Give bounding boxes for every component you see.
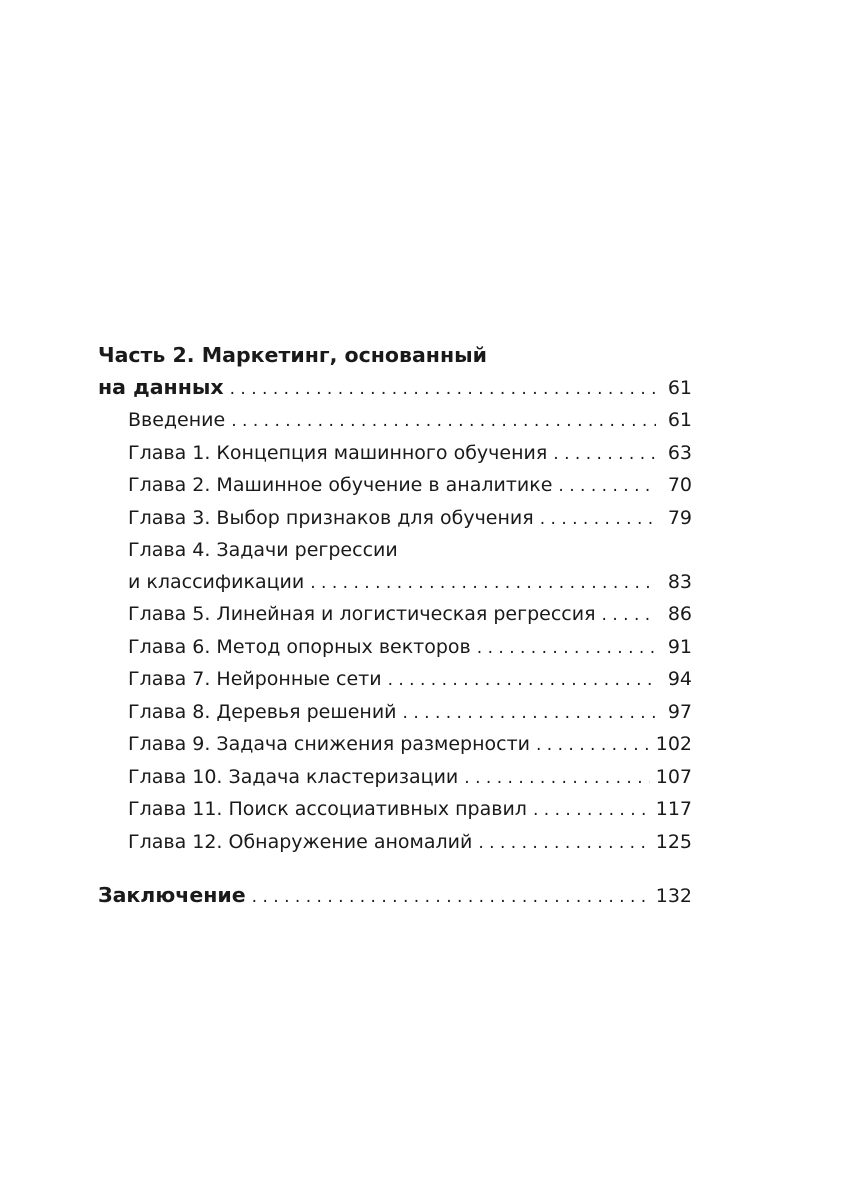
toc-entry-conclusion[interactable]	[98, 880, 692, 914]
entry-title: Глава 7. Нейронные сети	[128, 668, 382, 690]
entry-title: Глава 10. Задача кластеризации	[128, 765, 459, 788]
entry-title-line-2: и классификации	[128, 570, 305, 593]
entry-title: Глава 9. Задача снижения размерности	[128, 733, 530, 755]
toc-entry-chapter-11[interactable]	[98, 794, 692, 827]
toc-entry-chapter-10[interactable]	[98, 762, 692, 795]
part-title-line-1: Часть 2. Маркетинг, основанный	[98, 343, 488, 367]
toc-entry-chapter-5[interactable]	[98, 599, 692, 632]
toc-entry-intro[interactable]	[98, 405, 692, 438]
entry-title: Глава 12. Обнаружение аномалий	[128, 830, 473, 853]
page-number: 97	[667, 700, 692, 723]
dot-leader	[533, 795, 650, 827]
page-number: 132	[655, 885, 692, 907]
page-number: 61	[667, 376, 692, 399]
page-number: 117	[655, 798, 692, 820]
dot-leader	[558, 471, 656, 503]
page-number: 83	[667, 570, 692, 593]
dot-leader	[310, 568, 656, 600]
dot-leader	[252, 882, 650, 914]
dot-leader	[540, 504, 656, 536]
dot-leader	[602, 600, 656, 632]
page-number: 125	[655, 830, 692, 853]
page-number: 79	[667, 506, 692, 529]
dot-leader	[230, 374, 656, 406]
toc-entry-chapter-3[interactable]	[98, 503, 692, 536]
entry-title: Глава 8. Деревья решений	[128, 700, 397, 723]
page-number: 91	[667, 635, 692, 658]
dot-leader	[464, 763, 649, 795]
entry-title: Глава 11. Поиск ассоциативных правил	[128, 798, 527, 820]
toc-entry	[98, 372, 692, 406]
toc-entry-chapter-9[interactable]	[98, 729, 692, 762]
entry-title: Заключение	[98, 883, 246, 907]
dot-leader	[388, 665, 656, 697]
entry-title: Введение	[128, 409, 226, 431]
dot-leader	[478, 828, 649, 860]
entry-title: Глава 2. Машинное обучение в аналитике	[128, 474, 553, 496]
table-of-contents	[98, 340, 692, 914]
entry-title: Глава 1. Концепция машинного обучения	[128, 441, 548, 464]
page-number: 70	[667, 474, 692, 496]
entry-title-line-1: Глава 4. Задачи регрессии	[128, 539, 398, 561]
page-number: 94	[667, 668, 692, 690]
toc-entry-chapter-6[interactable]	[98, 632, 692, 665]
dot-leader	[553, 439, 656, 471]
page-number: 107	[655, 765, 692, 788]
dot-leader	[477, 633, 656, 665]
toc-part-2[interactable]	[98, 340, 692, 405]
entry-title: Глава 3. Выбор признаков для обучения	[128, 506, 534, 529]
toc-entry-chapter-8[interactable]	[98, 697, 692, 730]
part-title-line-2: на данных	[98, 374, 224, 399]
dot-leader	[403, 698, 656, 730]
page-number: 102	[655, 733, 692, 755]
toc-entry-chapter-7[interactable]	[98, 664, 692, 697]
toc-entry-chapter-4[interactable]	[98, 535, 692, 599]
toc-entry-chapter-12[interactable]	[98, 827, 692, 860]
dot-leader	[231, 406, 656, 438]
toc-entry	[98, 567, 692, 600]
entry-title: Глава 6. Метод опорных векторов	[128, 635, 471, 658]
page-number: 61	[667, 409, 692, 431]
page-number: 63	[667, 441, 692, 464]
toc-entry-chapter-2[interactable]	[98, 470, 692, 503]
toc-entry-chapter-1[interactable]	[98, 438, 692, 471]
page-number: 86	[667, 603, 692, 625]
dot-leader	[536, 730, 650, 762]
entry-title: Глава 5. Линейная и логистическая регрессия	[128, 603, 596, 625]
